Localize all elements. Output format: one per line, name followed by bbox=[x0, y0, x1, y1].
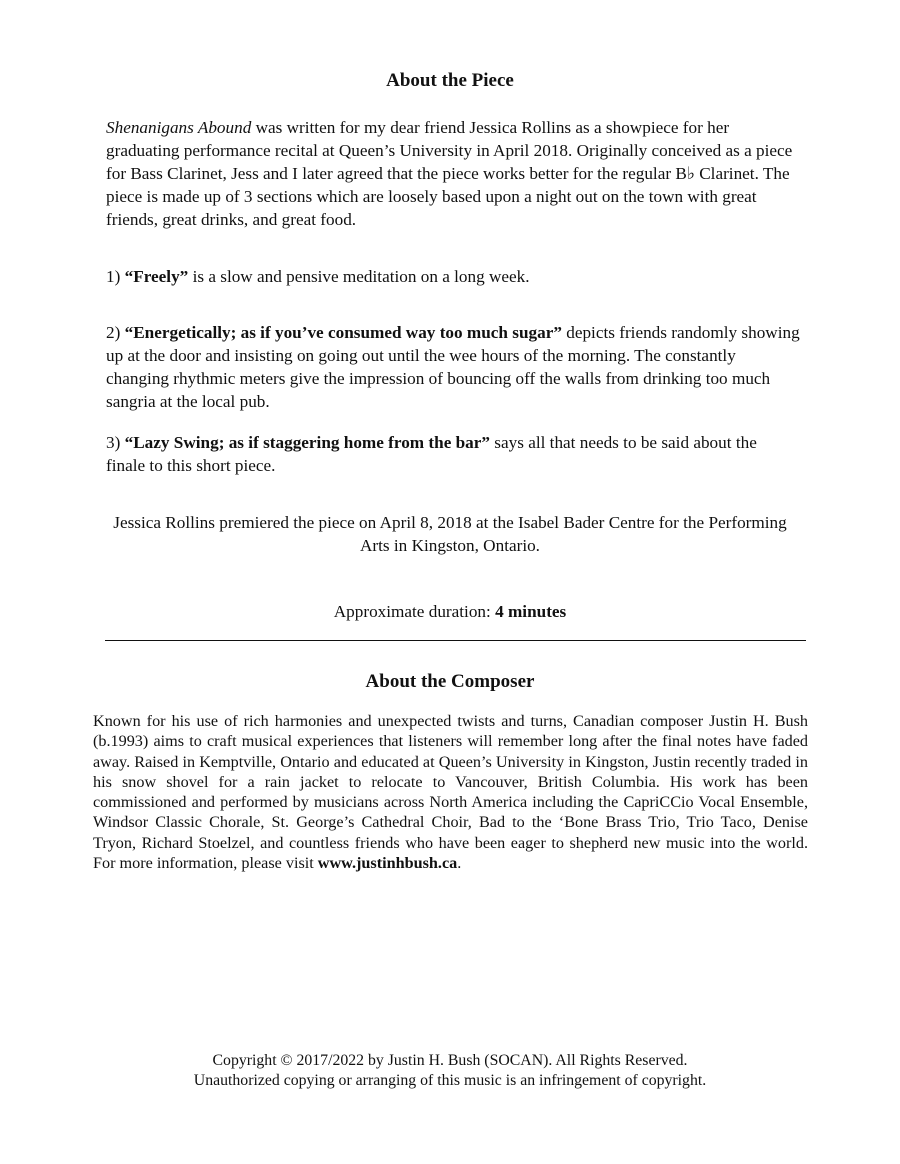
section-text: is a slow and pensive meditation on a long week. bbox=[188, 267, 530, 286]
about-composer-heading: About the Composer bbox=[365, 671, 535, 692]
website-link: www.justinhbush.ca bbox=[317, 854, 458, 873]
bio-text: Known for his use of rich harmonies and unexpected twists and turns, Canadian composer Justin H. Bush (b.1993) aims to craft musical experiences that listeners will remember long after the final notes have faded away. Raised in Kemptville, Ontario and educated at Queen’s University in Kingston, Justin recently traded in his snow shovel for a rain jacket to relocate to Vancouver, British Columbia. His work has been commissioned and performed by musicians across North America including the CapriCCio Vocal Ensemble, Windsor Classic Chorale, St. George’s Cathedral Choir, Bad to the ‘Bone Brass Trio, Trio Taco, Denise Tryon, Richard Stoelzel, and countless friends who have been eager to shepherd new music into the world. For more information, please visit bbox=[93, 712, 808, 873]
bio-end: . bbox=[457, 854, 462, 873]
section-2-paragraph bbox=[106, 321, 800, 413]
section-3-paragraph bbox=[106, 431, 800, 477]
about-piece-heading: About the Piece bbox=[386, 70, 514, 91]
duration-value: 4 minutes bbox=[495, 602, 567, 621]
duration-line bbox=[0, 600, 900, 623]
duration-label: Approximate duration: bbox=[333, 602, 496, 621]
premiere-note bbox=[0, 511, 900, 557]
section-text: says all that needs to be said about the finale to this short piece. bbox=[106, 433, 757, 475]
section-title: “Lazy Swing; as if staggering home from the bar” bbox=[124, 433, 490, 452]
section-title: “Freely” bbox=[124, 267, 189, 286]
section-number: 3) bbox=[106, 433, 125, 452]
work-title: Shenanigans Abound bbox=[106, 118, 252, 137]
section-number: 2) bbox=[106, 323, 125, 342]
copyright-notice: Unauthorized copying or arranging of this music is an infringement of copyright. bbox=[193, 1072, 707, 1089]
copyright-footer bbox=[0, 1051, 900, 1091]
premiere-text: Jessica Rollins premiered the piece on April 8, 2018 at the Isabel Bader Centre for the Performing Arts in Kingston, Ontario. bbox=[113, 513, 787, 555]
composer-bio bbox=[93, 711, 808, 873]
section-1-paragraph bbox=[106, 265, 800, 288]
section-divider bbox=[105, 640, 806, 641]
section-number: 1) bbox=[106, 267, 125, 286]
section-title: “Energetically; as if you’ve consumed way too much sugar” bbox=[124, 323, 562, 342]
intro-paragraph bbox=[106, 116, 800, 231]
intro-text: was written for my dear friend Jessica Rollins as a showpiece for her graduating performance recital at Queen’s University in April 2018. Originally conceived as a piece for Bass Clarinet, Jess and I later agreed that the piece works better for the regular B♭ Clarinet. The piece is made up of 3 sections which are loosely based upon a night out on the town with great friends, great drinks, and great food. bbox=[106, 118, 793, 229]
copyright-line: Copyright © 2017/2022 by Justin H. Bush (SOCAN). All Rights Reserved. bbox=[212, 1052, 688, 1069]
section-text: depicts friends randomly showing up at the door and insisting on going out until the wee hours of the morning. The constantly changing rhythmic meters give the impression of bouncing off the walls from drinking too much sangria at the local pub. bbox=[106, 323, 800, 411]
